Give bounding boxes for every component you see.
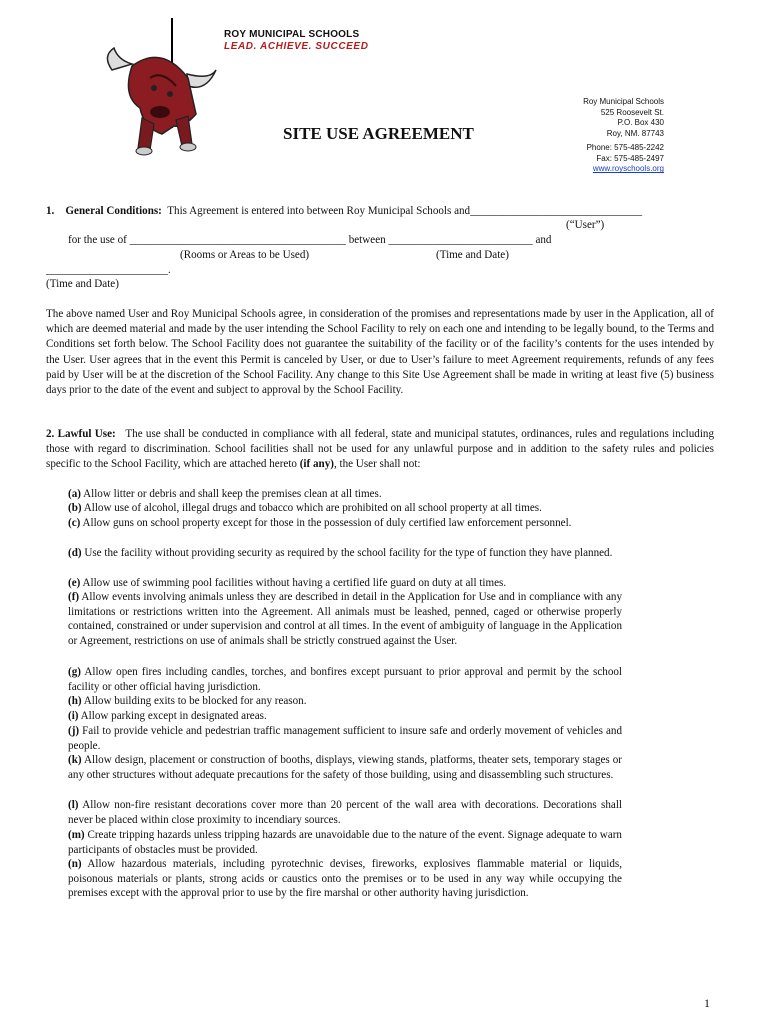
list-item: (e) Allow use of swimming pool facilities without having a certified life guard on duty at all times. [68,577,507,589]
list-item: (m) Create tripping hazards unless tripping hazards are unavoidable due to the nature of the event. Signage adequate to warn participants of obstacles must be provided. [68,829,622,856]
list-item: (k) Allow design, placement or construction of booths, displays, viewing stands, platforms, theater sets, temporary stages or any other structures without adequate precautions for the safety of those building, using and disassembling such structures. [68,754,622,781]
list-item: (i) Allow parking except in designated areas. [68,710,267,722]
school-name: ROY MUNICIPAL SCHOOLS [224,29,360,40]
list-item: (b) Allow use of alcohol, illegal drugs and tobacco which are prohibited on all school property at all times. [68,502,542,514]
address-line: 525 Roosevelt St. [600,107,664,117]
list-item: (j) Fail to provide vehicle and pedestrian traffic management sufficient to insure safe and orderly movement of vehicles and people. [68,725,622,752]
section1-intro-line [46,204,714,219]
section1-number: 1. [46,205,55,217]
phone: Phone: 575-485-2242 [586,143,664,152]
website-link[interactable]: www.royschools.org [592,164,664,174]
section2-text-end: , the User shall not: [333,458,421,471]
address-line: P.O. Box 430 [617,118,664,128]
if-any: (if any) [299,458,334,471]
fax: Fax: 575-485-2497 [596,153,664,163]
user-label: (“User”) [566,219,605,231]
address-line: Roy Municipal Schools [583,97,664,106]
bull-logo [92,8,232,168]
section1-intro: This Agreement is entered into between Roy Municipal Schools and_______________________________ [167,205,643,217]
blank-line: ______________________. [46,264,171,276]
list-item: (d) Use the facility without providing security as required by the school facility for the type of function they have planned. [68,547,613,559]
address-line: Roy, NM. 87743 [606,128,664,138]
list-item: (c) Allow guns on school property except for those in the possession of duly certified law enforcement personnel. [68,517,572,529]
list-item: (l) Allow non-fire resistant decorations cover more than 20 percent of the wall area with decorations. Decorations shall never be placed within close proximity to incendiary sources. [68,799,622,826]
school-motto: LEAD. ACHIEVE. SUCCEED [224,41,369,52]
list-item: (n) Allow hazardous materials, including pyrotechnic devises, fireworks, explosives flammable material or liquids, poisonous materials or plants, strong acids or caustics onto the premises or to be used in any way while occupying the premises except with the approval prior to use by the fire marshal or other authority having jurisdiction. [68,858,622,900]
time-caption: (Time and Date) [436,249,509,261]
section2-paragraph [46,427,714,473]
section2-heading: 2. Lawful Use: [46,428,116,440]
section1-heading: General Conditions: [65,205,162,217]
page-number: 1 [704,996,710,1010]
section1-paragraph: The above named User and Roy Municipal Schools agree, in consideration of the promises and representations made by user in the Application, all of which are deemed material and made by the user intending the School Facility to rely on each one and intending to be legally bound, to the Terms and Conditions set forth below. The School Facility does not guarantee the suitability of the facility or of the facility’s contents for the uses intended by the User. User agrees that in the event this Permit is canceled by User, or due to User’s failure to meet Agreement requirements, refunds of any fees paid by User will be at the discretion of the School Facility. Any change to this Site Use Agreement shall be made in writing at least five (5) business days prior to the date of the event and subject to approval by the School Facility. [46,308,714,397]
time-caption-2: (Time and Date) [46,278,119,290]
list-item: (a) Allow litter or debris and shall keep the premises clean at all times. [68,488,382,500]
list-item: (f) Allow events involving animals unless they are described in detail in the Application for Use and in compliance with any limitations or restrictions written into the Agreement. All animals must be leashed, penned, caged or otherwise properly contained, constrained or under supervision and control at all times. In the event of ambiguity of language in the Application or Agreement, restrictions on use of animals shall be strictly construed against the User. [68,591,622,648]
list-item: (h) Allow building exits to be blocked for any reason. [68,695,307,707]
rooms-caption: (Rooms or Areas to be Used) [180,249,310,261]
list-item: (g) Allow open fires including candles, torches, and bonfires except pursuant to prior approval and permit by the school facility or other official having jurisdiction. [68,666,622,693]
use-line: for the use of _______________________________________ between __________________________ and [68,234,552,246]
document-title: SITE USE AGREEMENT [283,124,474,143]
contact-block [587,143,664,175]
address-block [583,97,664,139]
section2-text: The use shall be conducted in compliance with all federal, state and municipal statutes, ordinances, rules and regulations including those with regard to discrimination. School facilities shall not be used for any unlawful purpose and in addition to the safety rules and policies specific to the School Facility, which are attached hereto [46,428,714,471]
